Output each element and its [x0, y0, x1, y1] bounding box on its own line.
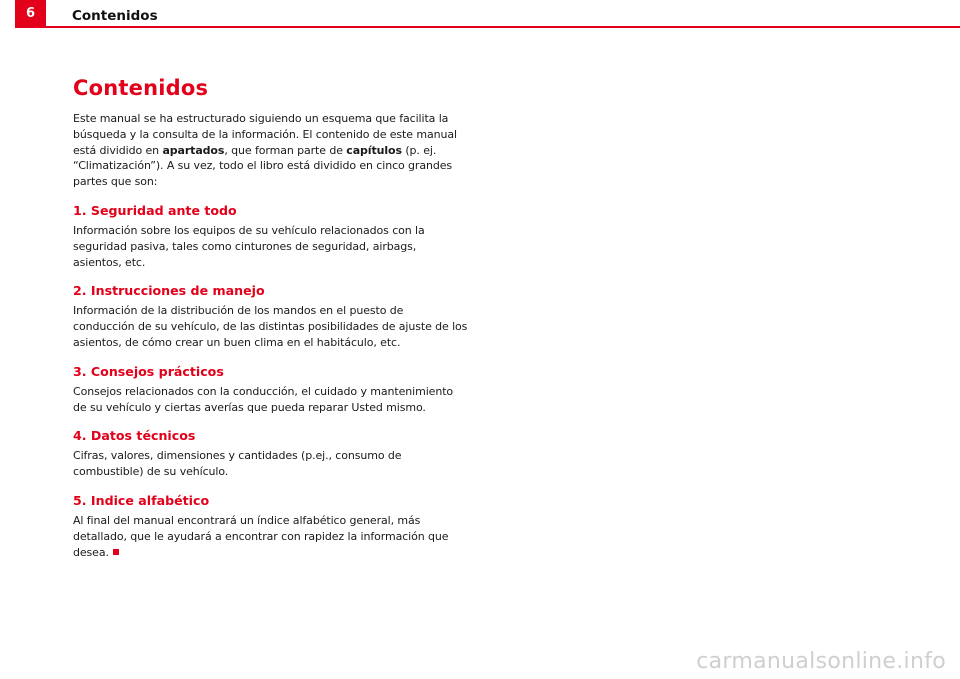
section-body: Al final del manual encontrará un índice alfabético general, más detallado, que le ayudará a encontrar con rapidez la información que desea. — [73, 513, 449, 559]
section-body: Información sobre los equipos de su vehículo relacionados con la seguridad pasiva, tales como cinturones de seguridad, airbags, asientos, etc. — [73, 223, 425, 269]
section-heading: 5. Indice alfabético — [73, 492, 210, 508]
section-body: Cifras, valores, dimensiones y cantidades (p.ej., consumo de combustible) de su vehículo. — [73, 449, 402, 479]
intro-text-3: (p. ej. “Climatización”). A su vez, todo el libro está dividido en cinco grandes partes que son: — [73, 143, 453, 189]
section-indice — [73, 493, 468, 560]
section-heading: 2. Instrucciones de manejo — [73, 283, 265, 299]
section-datos-tecnicos — [73, 428, 468, 480]
watermark: carmanualsonline.info — [696, 649, 946, 674]
section-heading: 3. Consejos prácticos — [73, 363, 224, 379]
section-consejos — [73, 364, 468, 416]
end-of-section-icon — [113, 549, 119, 555]
intro-text-1: Este manual se ha estructurado siguiendo un esquema que facilita la búsqueda y la consulta de la información. El contenido de este manual está dividido en — [73, 112, 457, 157]
header-rule — [15, 26, 960, 28]
page-number-badge: 6 — [15, 0, 46, 26]
section-body-wrap — [73, 513, 468, 560]
section-body: Información de la distribución de los mandos en el puesto de conducción de su vehículo, de las distintas posibilidades de ajuste de los asientos, de cómo crear un buen clima en el habitáculo, etc. — [73, 304, 468, 349]
main-content — [73, 76, 468, 560]
intro-paragraph — [73, 111, 468, 190]
section-seguridad — [73, 203, 468, 270]
section-body: Consejos relacionados con la conducción, el cuidado y mantenimiento de su vehículo y ciertas averías que pueda reparar Usted mismo. — [73, 384, 454, 414]
page-header — [0, 0, 960, 28]
section-instrucciones — [73, 283, 468, 350]
section-heading: 4. Datos técnicos — [73, 428, 196, 444]
header-title: Contenidos — [72, 8, 158, 24]
intro-bold-apartados: apartados — [162, 143, 225, 157]
intro-bold-capitulos: capítulos — [346, 143, 402, 157]
page-title: Contenidos — [73, 76, 209, 100]
section-heading: 1. Seguridad ante todo — [73, 202, 237, 218]
intro-text-2: , que forman parte de — [224, 143, 347, 157]
